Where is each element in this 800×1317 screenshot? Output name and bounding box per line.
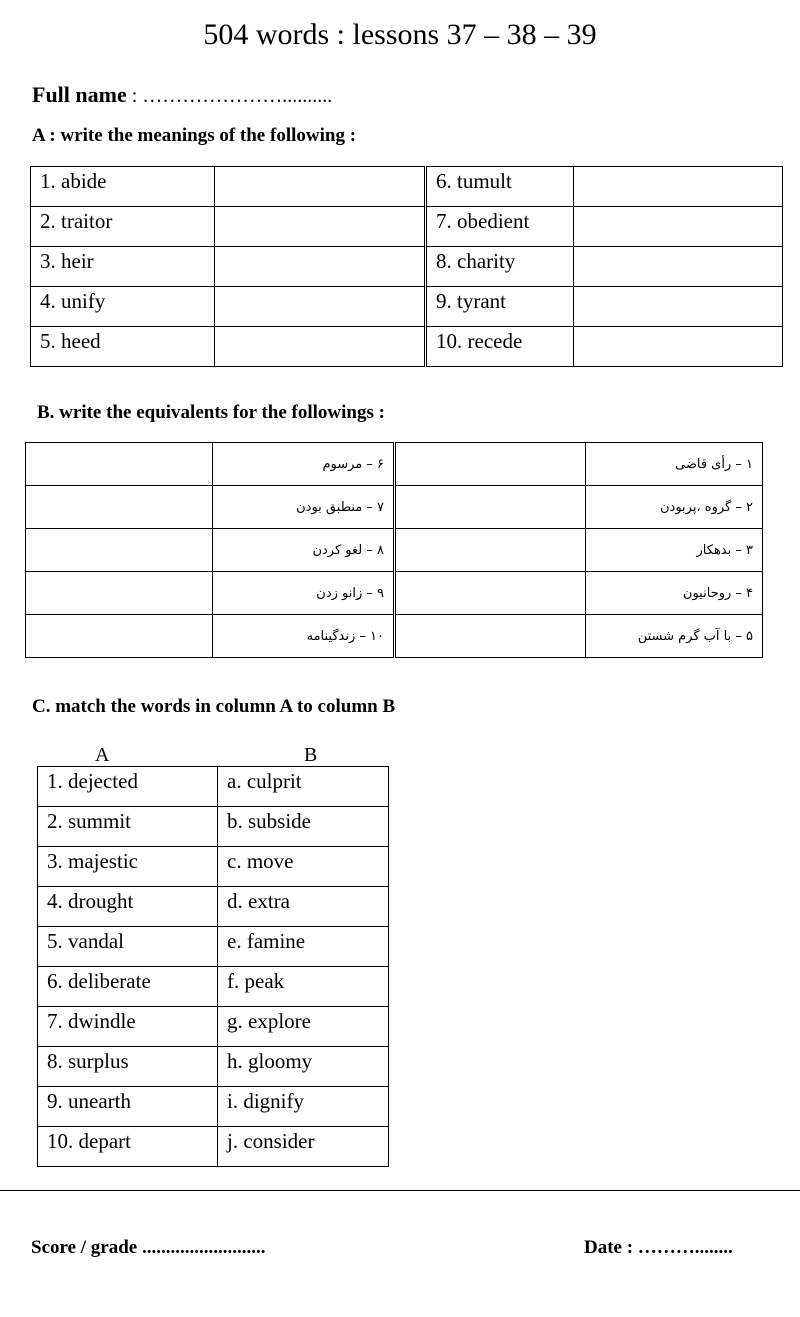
word-cell: 4. unify (31, 287, 215, 327)
answer-cell[interactable] (26, 615, 213, 658)
table-row (38, 887, 389, 927)
answer-cell[interactable] (574, 247, 783, 287)
section-b-heading: B. write the equivalents for the followings : (37, 402, 385, 423)
full-name-blank[interactable]: ………………….......... (142, 85, 333, 107)
section-a-table (30, 166, 783, 367)
table-row (26, 529, 763, 572)
column-a-cell: 3. majestic (38, 847, 218, 887)
table-row (26, 615, 763, 658)
table-row (31, 247, 783, 287)
persian-term-cell: ۱۰ – زندگینامه (213, 615, 395, 658)
column-b-cell: j. consider (218, 1127, 389, 1167)
table-row (38, 807, 389, 847)
word-cell: 8. charity (426, 247, 574, 287)
answer-cell[interactable] (574, 287, 783, 327)
table-row (31, 327, 783, 367)
score-field[interactable]: Score / grade .......................... (31, 1237, 266, 1258)
section-a-heading: A : write the meanings of the following : (32, 125, 357, 146)
word-cell: 5. heed (31, 327, 215, 367)
answer-cell[interactable] (215, 287, 426, 327)
answer-cell[interactable] (215, 167, 426, 207)
column-b-cell: c. move (218, 847, 389, 887)
column-b-cell: f. peak (218, 967, 389, 1007)
column-a-cell: 4. drought (38, 887, 218, 927)
word-cell: 7. obedient (426, 207, 574, 247)
footer-divider (0, 1190, 800, 1191)
column-b-cell: h. gloomy (218, 1047, 389, 1087)
word-cell: 3. heir (31, 247, 215, 287)
column-b-cell: b. subside (218, 807, 389, 847)
table-row (38, 1127, 389, 1167)
column-b-cell: e. famine (218, 927, 389, 967)
table-row (38, 1047, 389, 1087)
answer-cell[interactable] (215, 207, 426, 247)
table-row (26, 572, 763, 615)
section-c-heading: C. match the words in column A to column B (32, 696, 396, 717)
answer-cell[interactable] (574, 327, 783, 367)
column-a-cell: 7. dwindle (38, 1007, 218, 1047)
column-a-cell: 8. surplus (38, 1047, 218, 1087)
word-cell: 10. recede (426, 327, 574, 367)
table-row (38, 847, 389, 887)
answer-cell[interactable] (26, 443, 213, 486)
full-name-line (32, 82, 332, 108)
answer-cell[interactable] (574, 207, 783, 247)
persian-term-cell: ۲ – گروه ،پربودن (586, 486, 763, 529)
column-b-cell: i. dignify (218, 1087, 389, 1127)
answer-cell[interactable] (574, 167, 783, 207)
column-b-cell: d. extra (218, 887, 389, 927)
answer-cell[interactable] (395, 529, 586, 572)
answer-cell[interactable] (26, 529, 213, 572)
word-cell: 9. tyrant (426, 287, 574, 327)
word-cell: 1. abide (31, 167, 215, 207)
full-name-label: Full name (32, 82, 127, 107)
answer-cell[interactable] (215, 327, 426, 367)
table-row (31, 207, 783, 247)
persian-term-cell: ۱ – رأی قاضی (586, 443, 763, 486)
answer-cell[interactable] (26, 572, 213, 615)
word-cell: 2. traitor (31, 207, 215, 247)
answer-cell[interactable] (395, 572, 586, 615)
column-b-cell: a. culprit (218, 767, 389, 807)
column-a-cell: 10. depart (38, 1127, 218, 1167)
column-a-cell: 9. unearth (38, 1087, 218, 1127)
table-row (31, 167, 783, 207)
section-b-table (25, 442, 763, 658)
full-name-separator: : (126, 85, 143, 107)
column-a-cell: 5. vandal (38, 927, 218, 967)
page-title: 504 words : lessons 37 – 38 – 39 (203, 18, 597, 51)
date-field[interactable]: Date : ………........ (584, 1237, 733, 1258)
persian-term-cell: ۵ – با آب گرم شستن (586, 615, 763, 658)
answer-cell[interactable] (395, 486, 586, 529)
table-row (38, 767, 389, 807)
persian-term-cell: ۷ – منطبق بودن (213, 486, 395, 529)
persian-term-cell: ۶ – مرسوم (213, 443, 395, 486)
column-a-cell: 1. dejected (38, 767, 218, 807)
table-row (38, 967, 389, 1007)
persian-term-cell: ۸ – لغو کردن (213, 529, 395, 572)
column-a-cell: 2. summit (38, 807, 218, 847)
persian-term-cell: ۹ – زانو زدن (213, 572, 395, 615)
table-row (38, 1007, 389, 1047)
table-row (26, 443, 763, 486)
table-row (38, 927, 389, 967)
column-a-label: A (95, 744, 110, 766)
answer-cell[interactable] (215, 247, 426, 287)
table-row (31, 287, 783, 327)
persian-term-cell: ۴ – روحانیون (586, 572, 763, 615)
column-b-label: B (304, 744, 318, 766)
persian-term-cell: ۳ – بدهکار (586, 529, 763, 572)
section-c-table (37, 766, 389, 1167)
answer-cell[interactable] (395, 443, 586, 486)
column-b-cell: g. explore (218, 1007, 389, 1047)
answer-cell[interactable] (26, 486, 213, 529)
column-a-cell: 6. deliberate (38, 967, 218, 1007)
word-cell: 6. tumult (426, 167, 574, 207)
table-row (38, 1087, 389, 1127)
answer-cell[interactable] (395, 615, 586, 658)
table-row (26, 486, 763, 529)
